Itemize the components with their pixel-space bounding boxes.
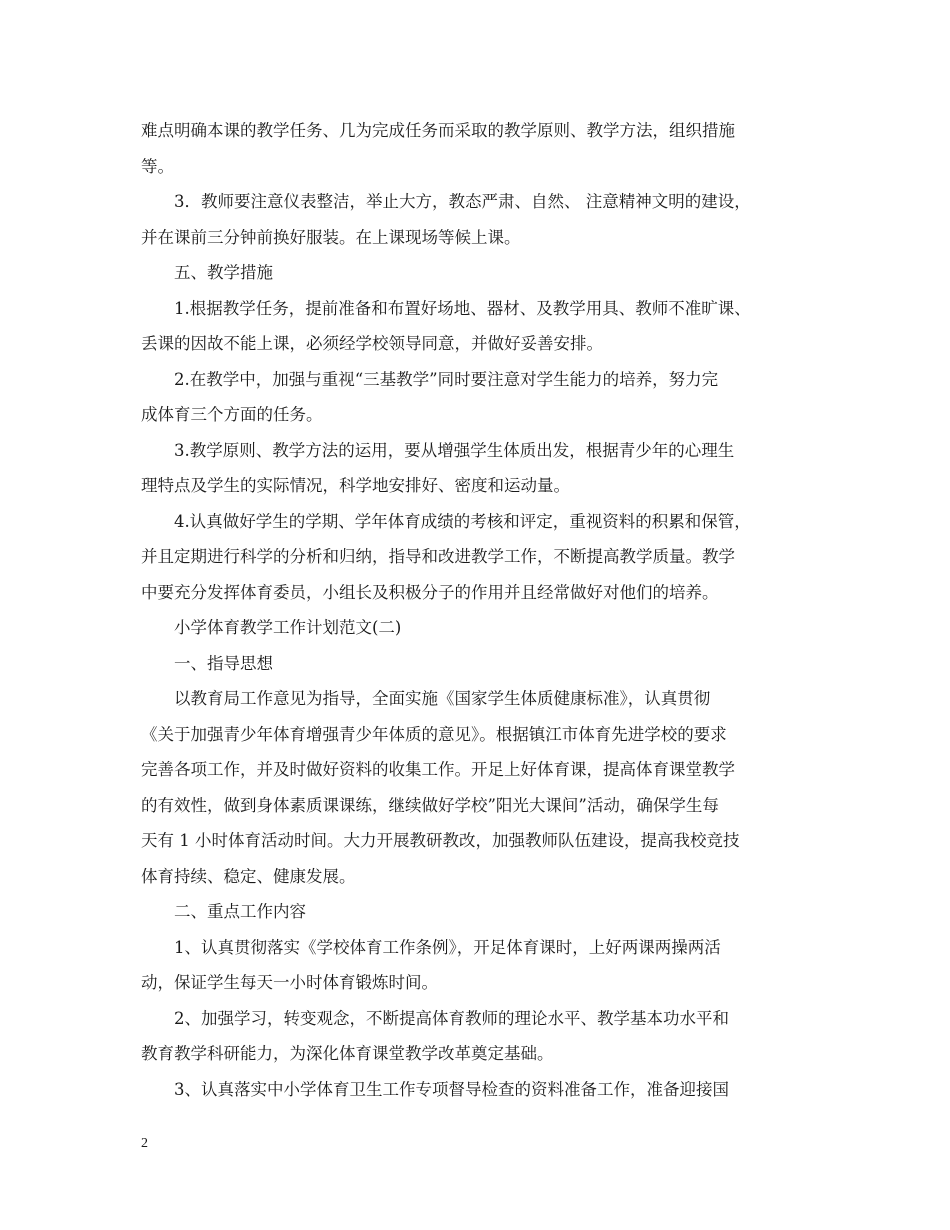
text-line: 的有效性，做到身体素质课课练，继续做好学校”阳光大课间”活动，确保学生每 xyxy=(141,795,719,815)
text-line: 4.认真做好学生的学期、学年体育成绩的考核和评定，重视资料的积累和保管， xyxy=(174,511,751,531)
text-line: 丢课的因故不能上课，必须经学校领导同意，并做好妥善安排。 xyxy=(141,334,603,353)
text-line: 完善各项工作，并及时做好资料的收集工作。开足上好体育课，提高体育课堂教学 xyxy=(141,760,735,779)
text-line: 3．教师要注意仪表整洁，举止大方，教态严肃、自然、 注意精神文明的建设， xyxy=(174,192,751,211)
page-number: 2 xyxy=(141,1136,148,1151)
text-line: 教育教学科研能力，为深化体育课堂教学改革奠定基础。 xyxy=(141,1044,554,1063)
text-line: 3.教学原则、教学方法的运用，要从增强学生体质出发，根据青少年的心理生 xyxy=(174,440,735,460)
section-heading: 一、指导思想 xyxy=(174,653,273,673)
text-line: 体育持续、稳定、健康发展。 xyxy=(141,866,356,886)
text-line: 1.根据教学任务，提前准备和布置好场地、器材、及教学用具、教师不准旷课、 xyxy=(174,298,751,318)
text-line: 难点明确本课的教学任务、几为完成任务而采取的教学原则、教学方法，组织措施 xyxy=(141,121,735,140)
section-heading: 五、教学措施 xyxy=(174,263,273,282)
text-line: 1、认真贯彻落实《学校体育工作条例》，开足体育课时，上好两课两操两活 xyxy=(174,937,721,957)
text-line: 中要充分发挥体育委员，小组长及积极分子的作用并且经常做好对他们的培养。 xyxy=(141,582,719,602)
text-line: 成体育三个方面的任务。 xyxy=(141,405,323,424)
text-line: 《关于加强青少年体育增强青少年体质的意见》。根据镇江市体育先进学校的要求 xyxy=(141,724,727,744)
text-line: 动，保证学生每天一小时体育锻炼时间。 xyxy=(141,973,438,992)
text-line: 以教育局工作意见为指导，全面实施《国家学生体质健康标准》，认真贯彻 xyxy=(174,689,711,708)
text-line: 理特点及学生的实际情况，科学地安排好、密度和运动量。 xyxy=(141,476,570,495)
text-line: 天有 1 小时体育活动时间。大力开展教研教改，加强教师队伍建设，提高我校竞技 xyxy=(141,831,740,850)
section-heading: 二、重点工作内容 xyxy=(174,902,306,921)
document-body xyxy=(141,113,821,1107)
text-line: 3、认真落实中小学体育卫生工作专项督导检查的资料准备工作，准备迎接国 xyxy=(174,1079,729,1099)
text-line: 并且定期进行科学的分析和归纳，指导和改进教学工作，不断提高教学质量。教学 xyxy=(141,547,735,566)
text-line: 等。 xyxy=(141,156,174,176)
text-line: 并在课前三分钟前换好服装。在上课现场等候上课。 xyxy=(141,227,521,247)
document-subtitle: 小学体育教学工作计划范文(二) xyxy=(174,618,402,637)
text-line: 2、加强学习，转变观念，不断提高体育教师的理论水平、教学基本功水平和 xyxy=(174,1008,729,1028)
text-line: 2.在教学中，加强与重视“三基教学”同时要注意对学生能力的培养，努力完 xyxy=(174,369,719,389)
